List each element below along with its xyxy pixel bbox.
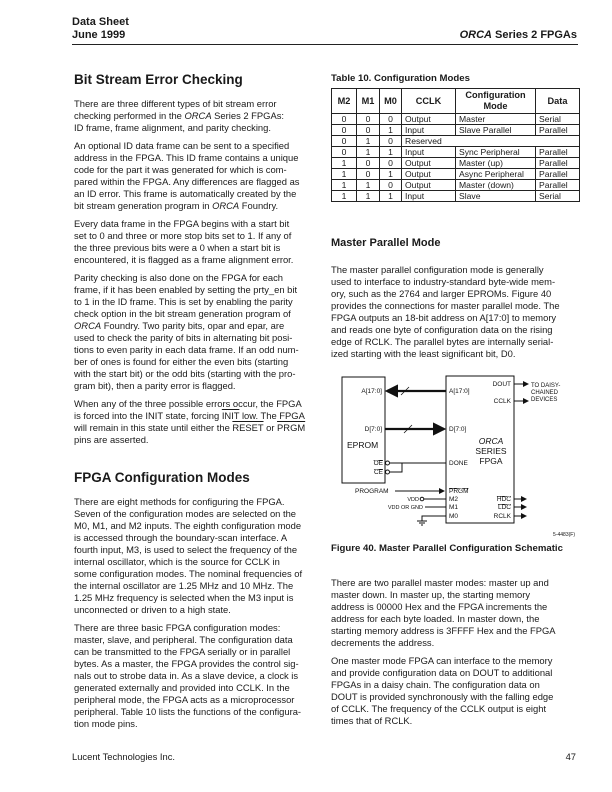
fpga-fpga: FPGA bbox=[479, 456, 503, 466]
text-line: There are three different types of bit stream error bbox=[74, 98, 277, 109]
text-line: bytes. As a master, the FPGA provides the control sig- bbox=[74, 658, 299, 669]
heading-master-parallel-mode: Master Parallel Mode bbox=[331, 237, 441, 249]
text-line: encountered, it is flagged as a frame alignment error. bbox=[74, 254, 294, 265]
text-line: 1.25 MHz frequency is selected when the M3 input is bbox=[74, 592, 294, 603]
paragraph bbox=[331, 264, 560, 360]
table-cell: 0 bbox=[380, 114, 402, 125]
col-header: CCLK bbox=[402, 89, 456, 114]
text-line: used to check the parity of bits in alternating bit posi- bbox=[74, 332, 293, 343]
vdd-label: VDD bbox=[407, 497, 419, 503]
daisy-label-1: TO DAISY- bbox=[531, 383, 561, 389]
text-line: set to 0 and three or more stop bits set to 1. If any of bbox=[74, 230, 292, 241]
table-row bbox=[332, 136, 580, 147]
table-cell: 1 bbox=[357, 180, 380, 191]
table-cell: 1 bbox=[380, 125, 402, 136]
eprom-name: EPROM bbox=[347, 440, 379, 450]
table-cell: Reserved bbox=[402, 136, 580, 147]
table-row bbox=[332, 125, 580, 136]
text-line: peripheral. Table 10 lists the functions of the configura- bbox=[74, 706, 302, 717]
text-line: decrements the address. bbox=[331, 637, 435, 648]
text-line: will remain in this state until either the RESET or PRGM bbox=[74, 422, 306, 433]
text-line: ber of ones is found for either the even bits (starting bbox=[74, 356, 289, 367]
text-line: address is 00000 Hex and the FPGA increments the bbox=[331, 601, 548, 612]
series-rest: Series 2 FPGAs bbox=[492, 29, 577, 41]
daisy-label-2: CHAINED bbox=[531, 390, 559, 396]
fpga-hdc-label: HDC bbox=[496, 496, 511, 503]
text-line: starting memory address is 3FFFF Hex and the FPGA bbox=[331, 625, 556, 636]
daisy-label-3: DEVICES bbox=[531, 397, 558, 403]
text-line: address for each byte loaded. In master down, the bbox=[331, 613, 540, 624]
text-line: internal oscillator, which is the source for CCLK in bbox=[74, 556, 280, 567]
text-line: to 1 in the ID frame. This is set by enabling the parity bbox=[74, 296, 293, 307]
table-cell: 0 bbox=[332, 136, 357, 147]
table-cell: Input bbox=[402, 125, 456, 136]
text-line: is forced into the INIT state, forcing INIT low. The FPGA bbox=[74, 410, 305, 421]
right-section1 bbox=[331, 264, 560, 366]
table-cell: Output bbox=[402, 169, 456, 180]
fpga-ldc-label: LDC bbox=[497, 504, 511, 511]
table-cell: Slave bbox=[456, 191, 536, 202]
text-line: is accessed through the boundary-scan interface. A bbox=[74, 532, 288, 543]
text-line: DOUT is provided synchronously with the falling edge bbox=[331, 691, 554, 702]
text-line: the internal oscillator are 1.25 MHz and 10 MHz. The bbox=[74, 580, 294, 591]
table-cell: Output bbox=[402, 180, 456, 191]
fpga-m1-label: M1 bbox=[449, 504, 459, 511]
text-line: There are three basic FPGA configuration modes: bbox=[74, 622, 281, 633]
paragraph bbox=[74, 622, 302, 730]
config-modes-table bbox=[331, 88, 580, 202]
table-title: Table 10. Configuration Modes bbox=[331, 73, 470, 84]
doc-type: Data Sheet bbox=[72, 16, 129, 28]
text-line: ID frame, frame alignment, and parity checking. bbox=[74, 122, 271, 133]
text-line: fourth input, M3, is used to select the frequency of the bbox=[74, 544, 298, 555]
table-cell: Output bbox=[402, 114, 456, 125]
text-line: The master parallel configuration mode is generally bbox=[331, 264, 544, 275]
master-parallel-schematic bbox=[325, 370, 585, 542]
paragraph bbox=[331, 655, 556, 727]
fpga-dout-label: DOUT bbox=[492, 381, 511, 388]
fpga-series: SERIES bbox=[475, 446, 507, 456]
text-line: pared within the FPGA. Any differences are flagged as bbox=[74, 176, 300, 187]
table-cell: Parallel bbox=[536, 158, 580, 169]
text-line: M0, M1, and M2 inputs. The eighth configuration mode bbox=[74, 520, 302, 531]
table-cell: Sync Peripheral bbox=[456, 147, 536, 158]
text-line: provides the connections for master parallel mode. The bbox=[331, 300, 560, 311]
table-cell: 1 bbox=[332, 158, 357, 169]
fpga-m2-label: M2 bbox=[449, 496, 459, 503]
text-line: some configuration modes. The nominal frequencies of bbox=[74, 568, 303, 579]
table-cell: Serial bbox=[536, 191, 580, 202]
series-title bbox=[460, 29, 577, 42]
paragraph bbox=[74, 98, 305, 134]
table-row bbox=[332, 191, 580, 202]
table-cell: 1 bbox=[357, 191, 380, 202]
fpga-rclk-label: RCLK bbox=[493, 513, 511, 520]
heading-bit-stream-error-checking: Bit Stream Error Checking bbox=[74, 72, 243, 87]
text-line: An optional ID data frame can be sent to a specified bbox=[74, 140, 290, 151]
table-cell: 1 bbox=[357, 136, 380, 147]
table-cell: Master bbox=[456, 114, 536, 125]
table-row bbox=[332, 169, 580, 180]
table-cell: 0 bbox=[380, 136, 402, 147]
text-line: and reads one byte of configuration data on the rising bbox=[331, 324, 553, 335]
paragraph bbox=[331, 577, 556, 649]
col-header: M2 bbox=[332, 89, 357, 114]
eprom-a-label: A[17:0] bbox=[361, 388, 382, 395]
text-line: code for the part it was generated for which is com- bbox=[74, 164, 287, 175]
heading-fpga-configuration-modes: FPGA Configuration Modes bbox=[74, 470, 250, 485]
fpga-prgm-label: PRGM bbox=[449, 488, 469, 495]
doc-date: June 1999 bbox=[72, 29, 126, 41]
table-cell: 1 bbox=[380, 147, 402, 158]
table-cell: 1 bbox=[380, 191, 402, 202]
table-cell: 1 bbox=[332, 169, 357, 180]
text-line: tions to even parity in each data frame. If an odd num- bbox=[74, 344, 299, 355]
text-line: master down. In master up, the starting memory bbox=[331, 589, 531, 600]
fpga-a-label: A[17:0] bbox=[449, 388, 470, 395]
fpga-m0-label: M0 bbox=[449, 513, 459, 520]
table-cell: Parallel bbox=[536, 180, 580, 191]
figure-caption: Figure 40. Master Parallel Configuration Schematic bbox=[331, 543, 563, 554]
text-line: ORCA Foundry. Two parity bits, opar and epar, are bbox=[74, 320, 285, 331]
table-cell: Parallel bbox=[536, 169, 580, 180]
text-line: check option in the bit stream generation program of bbox=[74, 308, 291, 319]
text-line: Parity checking is also done on the FPGA for each bbox=[74, 272, 283, 283]
table-cell: Master (down) bbox=[456, 180, 536, 191]
text-line: FPGA outputs an 18-bit address on A[17:0] to memory bbox=[331, 312, 557, 323]
eprom-d-label: D[7:0] bbox=[364, 426, 382, 433]
table-cell: Output bbox=[402, 158, 456, 169]
text-line: an ID error. This frame is automatically created by the bbox=[74, 188, 297, 199]
table-cell: Serial bbox=[536, 114, 580, 125]
text-line: and provide configuration data on DOUT to additional bbox=[331, 667, 553, 678]
table-row bbox=[332, 147, 580, 158]
left-section2 bbox=[74, 496, 302, 736]
table-cell: 0 bbox=[380, 180, 402, 191]
text-line: used to interface to industry-standard byte-wide mem- bbox=[331, 276, 556, 287]
text-line: unconnected or driven to a high state. bbox=[74, 604, 231, 615]
table-cell: 0 bbox=[332, 125, 357, 136]
text-line: times that of RCLK. bbox=[331, 715, 413, 726]
fpga-d-label: D[7:0] bbox=[449, 426, 467, 433]
text-line: of CCLK. The frequency of the CCLK output is eight bbox=[331, 703, 547, 714]
table-row bbox=[332, 114, 580, 125]
text-line: with the start bit) or the odd bits (starting with the pro- bbox=[74, 368, 296, 379]
table-cell: 0 bbox=[357, 114, 380, 125]
table-cell: Async Peripheral bbox=[456, 169, 536, 180]
paragraph bbox=[74, 496, 302, 616]
text-line: There are eight methods for configuring the FPGA. bbox=[74, 496, 285, 507]
right-section2 bbox=[331, 577, 556, 733]
table-cell: 0 bbox=[357, 169, 380, 180]
col-header: M0 bbox=[380, 89, 402, 114]
table-cell: 0 bbox=[332, 147, 357, 158]
text-line: FPGAs in a daisy chain. The configuration data on bbox=[331, 679, 540, 690]
text-line: can be transmitted to the FPGA serially or in parallel bbox=[74, 646, 291, 657]
text-line: Every data frame in the FPGA begins with a start bit bbox=[74, 218, 290, 229]
table-cell: 0 bbox=[357, 158, 380, 169]
page-number: 47 bbox=[565, 751, 576, 762]
paragraph bbox=[74, 398, 305, 446]
text-line: Seven of the configuration modes are selected on the bbox=[74, 508, 297, 519]
figure-code: 5-4483(F) bbox=[553, 532, 575, 538]
text-line: pins are asserted. bbox=[74, 434, 149, 445]
table-row bbox=[332, 180, 580, 191]
table-cell: Input bbox=[402, 147, 456, 158]
table-row bbox=[332, 158, 580, 169]
text-line: gram bit), then a parity error is flagged. bbox=[74, 380, 236, 391]
text-line: There are two parallel master modes: master up and bbox=[331, 577, 549, 588]
table-cell: 0 bbox=[380, 158, 402, 169]
text-line: the three previous bits were a 0 when a start bit is bbox=[74, 242, 281, 253]
text-line: When any of the three possible errors occur, the FPGA bbox=[74, 398, 302, 409]
eprom-oe-label: OE bbox=[373, 460, 383, 467]
text-line: edge of RCLK. The parallel bytes are internally serial- bbox=[331, 336, 554, 347]
table-cell: Parallel bbox=[536, 125, 580, 136]
table-cell: 1 bbox=[357, 147, 380, 158]
header-rule bbox=[72, 44, 578, 45]
text-line: One master mode FPGA can interface to the memory bbox=[331, 655, 553, 666]
text-line: checking performed in the ORCA Series 2 FPGAs: bbox=[74, 110, 284, 121]
left-section1 bbox=[74, 98, 305, 452]
text-line: nals out to strobe data in. As a slave device, a clock is bbox=[74, 670, 299, 681]
table-cell: Slave Parallel bbox=[456, 125, 536, 136]
text-line: peripheral mode, the FPGA acts as a microprocessor bbox=[74, 694, 295, 705]
paragraph bbox=[74, 140, 305, 212]
program-label: PROGRAM bbox=[355, 488, 389, 495]
col-header: Configuration Mode bbox=[456, 89, 536, 114]
text-line: ized starting with the least significant bit, D0. bbox=[331, 348, 516, 359]
table-cell: 0 bbox=[357, 125, 380, 136]
fpga-done-label: DONE bbox=[449, 460, 468, 467]
paragraph bbox=[74, 218, 305, 266]
fpga-cclk-label: CCLK bbox=[493, 398, 511, 405]
table-cell: Parallel bbox=[536, 147, 580, 158]
text-line: bit stream generation program in ORCA Foundry. bbox=[74, 200, 279, 211]
table-cell: Input bbox=[402, 191, 456, 202]
text-line: generated externally and provided into CCLK. In the bbox=[74, 682, 290, 693]
series-italic: ORCA bbox=[459, 29, 492, 41]
vdd-or-gnd-label: VDD OR GND bbox=[387, 505, 423, 511]
fpga-orca: ORCA bbox=[478, 436, 504, 446]
text-line: ory, such as the 2764 and larger EPROMs. Figure 40 bbox=[331, 288, 552, 299]
table-cell: 1 bbox=[332, 180, 357, 191]
table-cell: 0 bbox=[332, 114, 357, 125]
table-cell: 1 bbox=[380, 169, 402, 180]
paragraph bbox=[74, 272, 305, 392]
text-line: tion mode pins. bbox=[74, 718, 138, 729]
text-line: frame, if it has been enabled by setting the prty_en bit bbox=[74, 284, 298, 295]
table-cell: Master (up) bbox=[456, 158, 536, 169]
table-cell: 1 bbox=[332, 191, 357, 202]
text-line: address in the FPGA. This ID frame contains a unique bbox=[74, 152, 299, 163]
col-header: Data bbox=[536, 89, 580, 114]
footer-company: Lucent Technologies Inc. bbox=[72, 751, 176, 762]
text-line: master, slave, and peripheral. The configuration data bbox=[74, 634, 293, 645]
col-header: M1 bbox=[357, 89, 380, 114]
eprom-ce-label: CE bbox=[373, 469, 383, 476]
